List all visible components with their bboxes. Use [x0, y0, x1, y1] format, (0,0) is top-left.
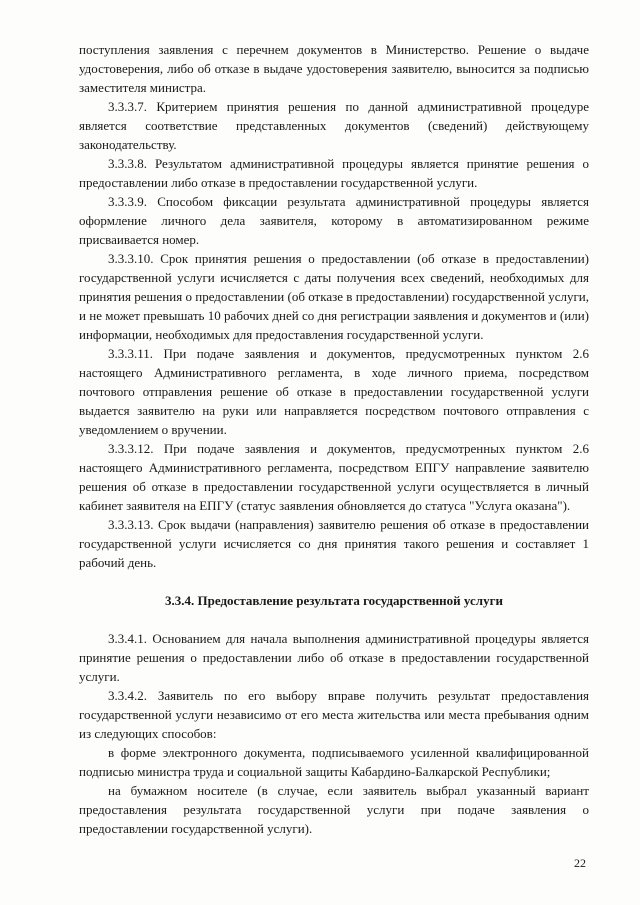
paragraph-3-3-4-2: 3.3.4.2. Заявитель по его выбору вправе получить результат предоставления государственной услуги независимо от его места жительства или места пребывания одним из следующих способов:: [79, 688, 589, 741]
paragraph-method-paper: на бумажном носителе (в случае, если заявитель выбрал указанный вариант предоставления результата государственной услуги при подаче заявления о предоставлении государственной услуги).: [79, 783, 589, 836]
paragraph-continuation: поступления заявления с перечнем документов в Министерство. Решение о выдаче удостоверения, либо об отказе в выдаче удостоверения заявителю, выносится за подписью заместителя министра.: [79, 42, 589, 95]
paragraph-3-3-3-9: 3.3.3.9. Способом фиксации результата административной процедуры является оформление личного дела заявителя, которому в автоматизированном режиме присваивается номер.: [79, 194, 589, 247]
paragraph-3-3-3-13: 3.3.3.13. Срок выдачи (направления) заявителю решения об отказе в предоставлении государственной услуги исчисляется со дня принятия такого решения и составляет 1 рабочий день.: [79, 517, 589, 570]
paragraph-method-electronic: в форме электронного документа, подписываемого усиленной квалифицированной подписью министра труда и социальной защиты Кабардино-Балкарской Республики;: [79, 745, 589, 779]
page-body: [79, 40, 589, 838]
paragraph-3-3-3-12: 3.3.3.12. При подаче заявления и документов, предусмотренных пунктом 2.6 настоящего Административного регламента, посредством ЕПГУ направление заявителю решения об отказе в предоставлении государственной услуги осуществляется в личный кабинет заявителя на ЕПГУ (статус заявления обновляется до статуса "Услуга оказана").: [79, 441, 589, 513]
paragraph-3-3-3-10: 3.3.3.10. Срок принятия решения о предоставлении (об отказе в предоставлении) государственной услуги исчисляется с даты получения всех сведений, необходимых для принятия решения о предоставлении (об отказе в предоставлении) государственной услуги, и не может превышать 10 рабочих дней со дня регистрации заявления и документов и (или) информации, необходимых для предоставления государственной услуги.: [79, 251, 589, 342]
paragraph-3-3-3-11: 3.3.3.11. При подаче заявления и документов, предусмотренных пунктом 2.6 настоящего Административного регламента, в ходе личного приема, посредством почтового отправления решение об отказе в предоставлении государственной услуги выдается заявителю на руки или направляется посредством почтового отправления с уведомлением о вручении.: [79, 346, 589, 437]
paragraph-3-3-3-7: 3.3.3.7. Критерием принятия решения по данной административной процедуре является соответствие представленных документов (сведений) действующему законодательству.: [79, 99, 589, 152]
paragraph-3-3-4-1: 3.3.4.1. Основанием для начала выполнения административной процедуры является принятие решения о предоставлении либо об отказе в предоставлении государственной услуги.: [79, 631, 589, 684]
section-heading: 3.3.4. Предоставление результата государственной услуги: [165, 593, 503, 608]
page-number: 22: [574, 856, 586, 870]
paragraph-3-3-3-8: 3.3.3.8. Результатом административной процедуры является принятие решения о предоставлении либо отказе в предоставлении государственной услуги.: [79, 156, 589, 190]
